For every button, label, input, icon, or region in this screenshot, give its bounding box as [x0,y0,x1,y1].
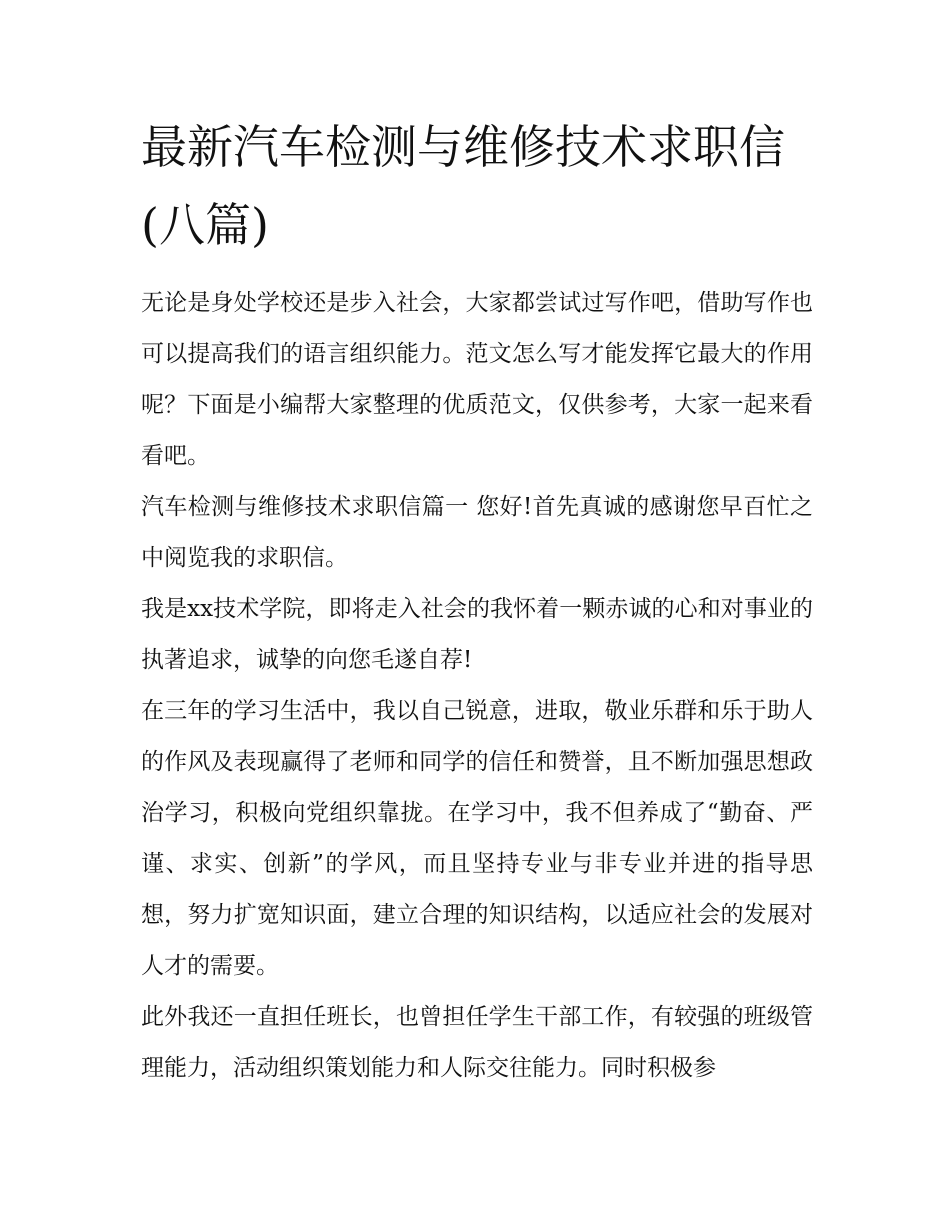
paragraph-class-monitor: 此外我还一直担任班长，也曾担任学生干部工作，有较强的班级管理能力，活动组织策划能力和人际交往能力。同时积极参 [141,1004,813,1081]
document-body [141,108,813,1094]
paragraph-self-introduction: 我是xx技术学院，即将走入社会的我怀着一颗赤诚的心和对事业的执著追求，诚挚的向您毛遂自荐! [141,596,813,673]
paragraph-study-life: 在三年的学习生活中，我以自己锐意，进取，敬业乐群和乐于助人的作风及表现赢得了老师和同学的信任和赞誉，且不断加强思想政治学习，积极向党组织靠拢。在学习中，我不但养成了“勤奋、严谨、求实、创新”的学风，而且坚持专业与非专业并进的指导思想，努力扩宽知识面，建立合理的知识结构，以适应社会的发展对人才的需要。 [141,698,813,979]
paragraph-greeting: 汽车检测与维修技术求职信篇一 您好!首先真诚的感谢您早百忙之中阅览我的求职信。 [141,494,813,571]
paragraph-intro: 无论是身处学校还是步入社会，大家都尝试过写作吧，借助写作也可以提高我们的语言组织能力。范文怎么写才能发挥它最大的作用呢？下面是小编帮大家整理的优质范文，仅供参考，大家一起来看看吧。 [141,290,813,469]
document-title: 最新汽车检测与维修技术求职信(八篇) [141,120,785,252]
